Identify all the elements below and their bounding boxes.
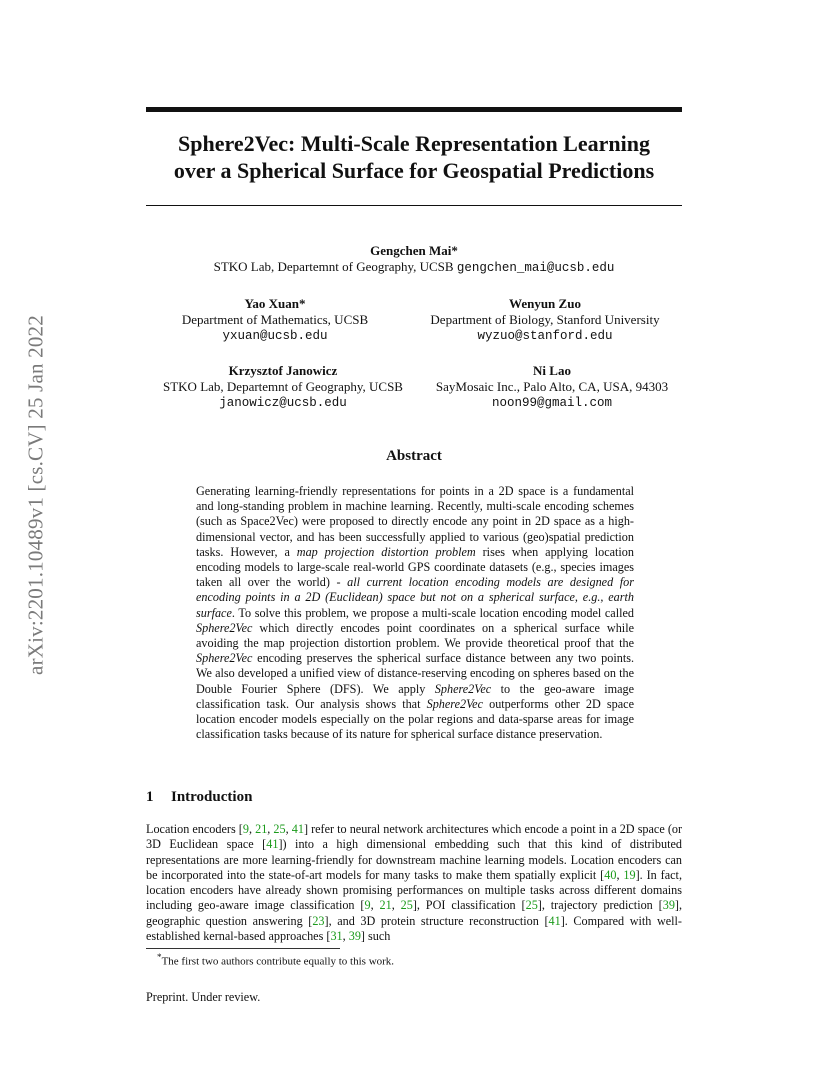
author-email: yxuan@ucsb.edu xyxy=(222,329,328,343)
arxiv-identifier-text: arXiv:2201.10489v1 [cs.CV] 25 Jan 2022 xyxy=(23,315,48,675)
abstract-body xyxy=(196,484,634,742)
author-block-1 xyxy=(146,243,682,276)
author-affiliation: Department of Biology, Stanford University xyxy=(430,312,660,327)
section-title: Introduction xyxy=(171,789,253,805)
footnote-rule xyxy=(146,948,340,949)
title-top-rule xyxy=(146,107,682,112)
footnote-text: The first two authors contribute equally to this work. xyxy=(161,955,395,968)
section-number: 1 xyxy=(146,789,154,805)
author-name: Gengchen Mai* xyxy=(370,243,458,258)
author-name: Krzysztof Janowicz xyxy=(228,363,338,378)
author-block-5 xyxy=(420,363,684,411)
math-sphere2vec: Sphere2Vec xyxy=(434,681,492,696)
author-affiliation-line xyxy=(146,259,682,276)
citation-link[interactable]: 21 xyxy=(255,822,268,836)
title-line-1: Sphere2Vec: Multi-Scale Representation Learning xyxy=(178,131,650,156)
citation-link[interactable]: 25 xyxy=(400,898,413,913)
abstract-paragraph: Generating learning-friendly representations for points in a 2D space is a fundamental and long-standing problem in machine learning. Recently, multi-scale encoding schemes (such as Space2Vec) were proposed to directly encode any point in 2D space as a high-dimensional vector, and has been successfully applied to various (geo)spatial prediction tasks. However, a map projection distortion problem rises when applying location encoding models to large-scale real-world GPS coordinate datasets (e.g., species images taken all over the world) - all current location encoding models are designed for encoding points in a 2D (Euclidean) space but not on a spherical surface, e.g., earth surface. To solve this problem, we propose a multi-scale location encoding model called Sphere2Vec which directly encodes point coordinates on a spherical surface while avoiding the map projection distortion problem. We provide theoretical proof that the Sphere2Vec encoding preserves the spherical surface distance between any two points. We also developed a unified view of distance-reserving encoding on spheres based on the Double Fourier Sphere (DFS). We apply Sphere2Vec to the geo-aware image classification task. Our analysis shows that Sphere2Vec outperforms other 2D space location encoder models especially on the polar regions and data-sparse areas for image classification tasks because of its nature for spherical surface distance preservation. xyxy=(196,484,634,742)
author-affiliation: SayMosaic Inc., Palo Alto, CA, USA, 94303 xyxy=(435,379,669,394)
author-email: noon99@gmail.com xyxy=(491,396,613,410)
section-heading-introduction xyxy=(146,789,252,806)
introduction-paragraph: Location encoders [9, 21, 25, 41] refer to neural network architectures which encode a point in a 2D space (or 3D Euclidean space [41]) into a high dimensional embedding such that this kind of distributed representations are more learning-friendly for downstream machine learning models. Location encoders can be incorporated into the state-of-art models for many tasks to make them spatially explicit [40, 19]. In fact, location encoders have already shown promising performances on multiple tasks across different domains including geo-aware image classification [9, 21, 25], POI classification [25], trajectory prediction [39], geographic question answering [23], and 3D protein structure reconstruction [41]. Compared with well-established kernal-based approaches [31, 39] such xyxy=(146,822,683,944)
citation-link[interactable]: 39 xyxy=(662,898,675,913)
author-block-3 xyxy=(406,296,684,344)
author-block-2 xyxy=(150,296,400,344)
citation-link[interactable]: 21 xyxy=(379,898,392,913)
author-affiliation: STKO Lab, Departemnt of Geography, UCSB xyxy=(213,259,454,274)
footnote-mark: * xyxy=(157,952,162,962)
citation-link[interactable]: 25 xyxy=(273,822,286,836)
paper-title xyxy=(146,130,682,184)
citation-link[interactable]: 41 xyxy=(266,837,279,852)
footnote xyxy=(157,952,394,968)
citation-link[interactable]: 19 xyxy=(623,867,636,882)
title-bottom-rule xyxy=(146,205,682,206)
citation-link[interactable]: 41 xyxy=(548,913,561,928)
author-name: Wenyun Zuo xyxy=(509,296,581,311)
author-email: wyzuo@stanford.edu xyxy=(477,329,613,343)
author-name: Ni Lao xyxy=(533,363,571,378)
math-sphere2vec: Sphere2Vec xyxy=(196,651,253,666)
citation-link[interactable]: 39 xyxy=(348,929,361,944)
math-sphere2vec: Sphere2Vec xyxy=(196,620,253,635)
introduction-body xyxy=(146,822,682,944)
author-affiliation: STKO Lab, Departemnt of Geography, UCSB xyxy=(163,379,403,394)
author-email: gengchen_mai@ucsb.edu xyxy=(456,261,615,275)
citation-link[interactable]: 23 xyxy=(312,913,325,928)
citation-link[interactable]: 31 xyxy=(330,929,343,944)
arxiv-identifier xyxy=(16,290,56,700)
citation-link[interactable]: 9 xyxy=(364,898,371,913)
citation-link[interactable]: 25 xyxy=(525,898,538,913)
author-name: Yao Xuan* xyxy=(244,296,306,311)
author-block-4 xyxy=(150,363,416,411)
preprint-notice: Preprint. Under review. xyxy=(146,990,261,1004)
author-affiliation: Department of Mathematics, UCSB xyxy=(181,312,369,327)
title-line-2: over a Spherical Surface for Geospatial Predictions xyxy=(173,158,655,183)
math-sphere2vec: Sphere2Vec xyxy=(426,696,483,711)
citation-link[interactable]: 9 xyxy=(242,822,249,836)
citation-link[interactable]: 41 xyxy=(291,822,304,836)
author-email: janowicz@ucsb.edu xyxy=(219,396,347,410)
citation-link[interactable]: 40 xyxy=(604,867,617,882)
abstract-heading: Abstract xyxy=(386,448,442,464)
